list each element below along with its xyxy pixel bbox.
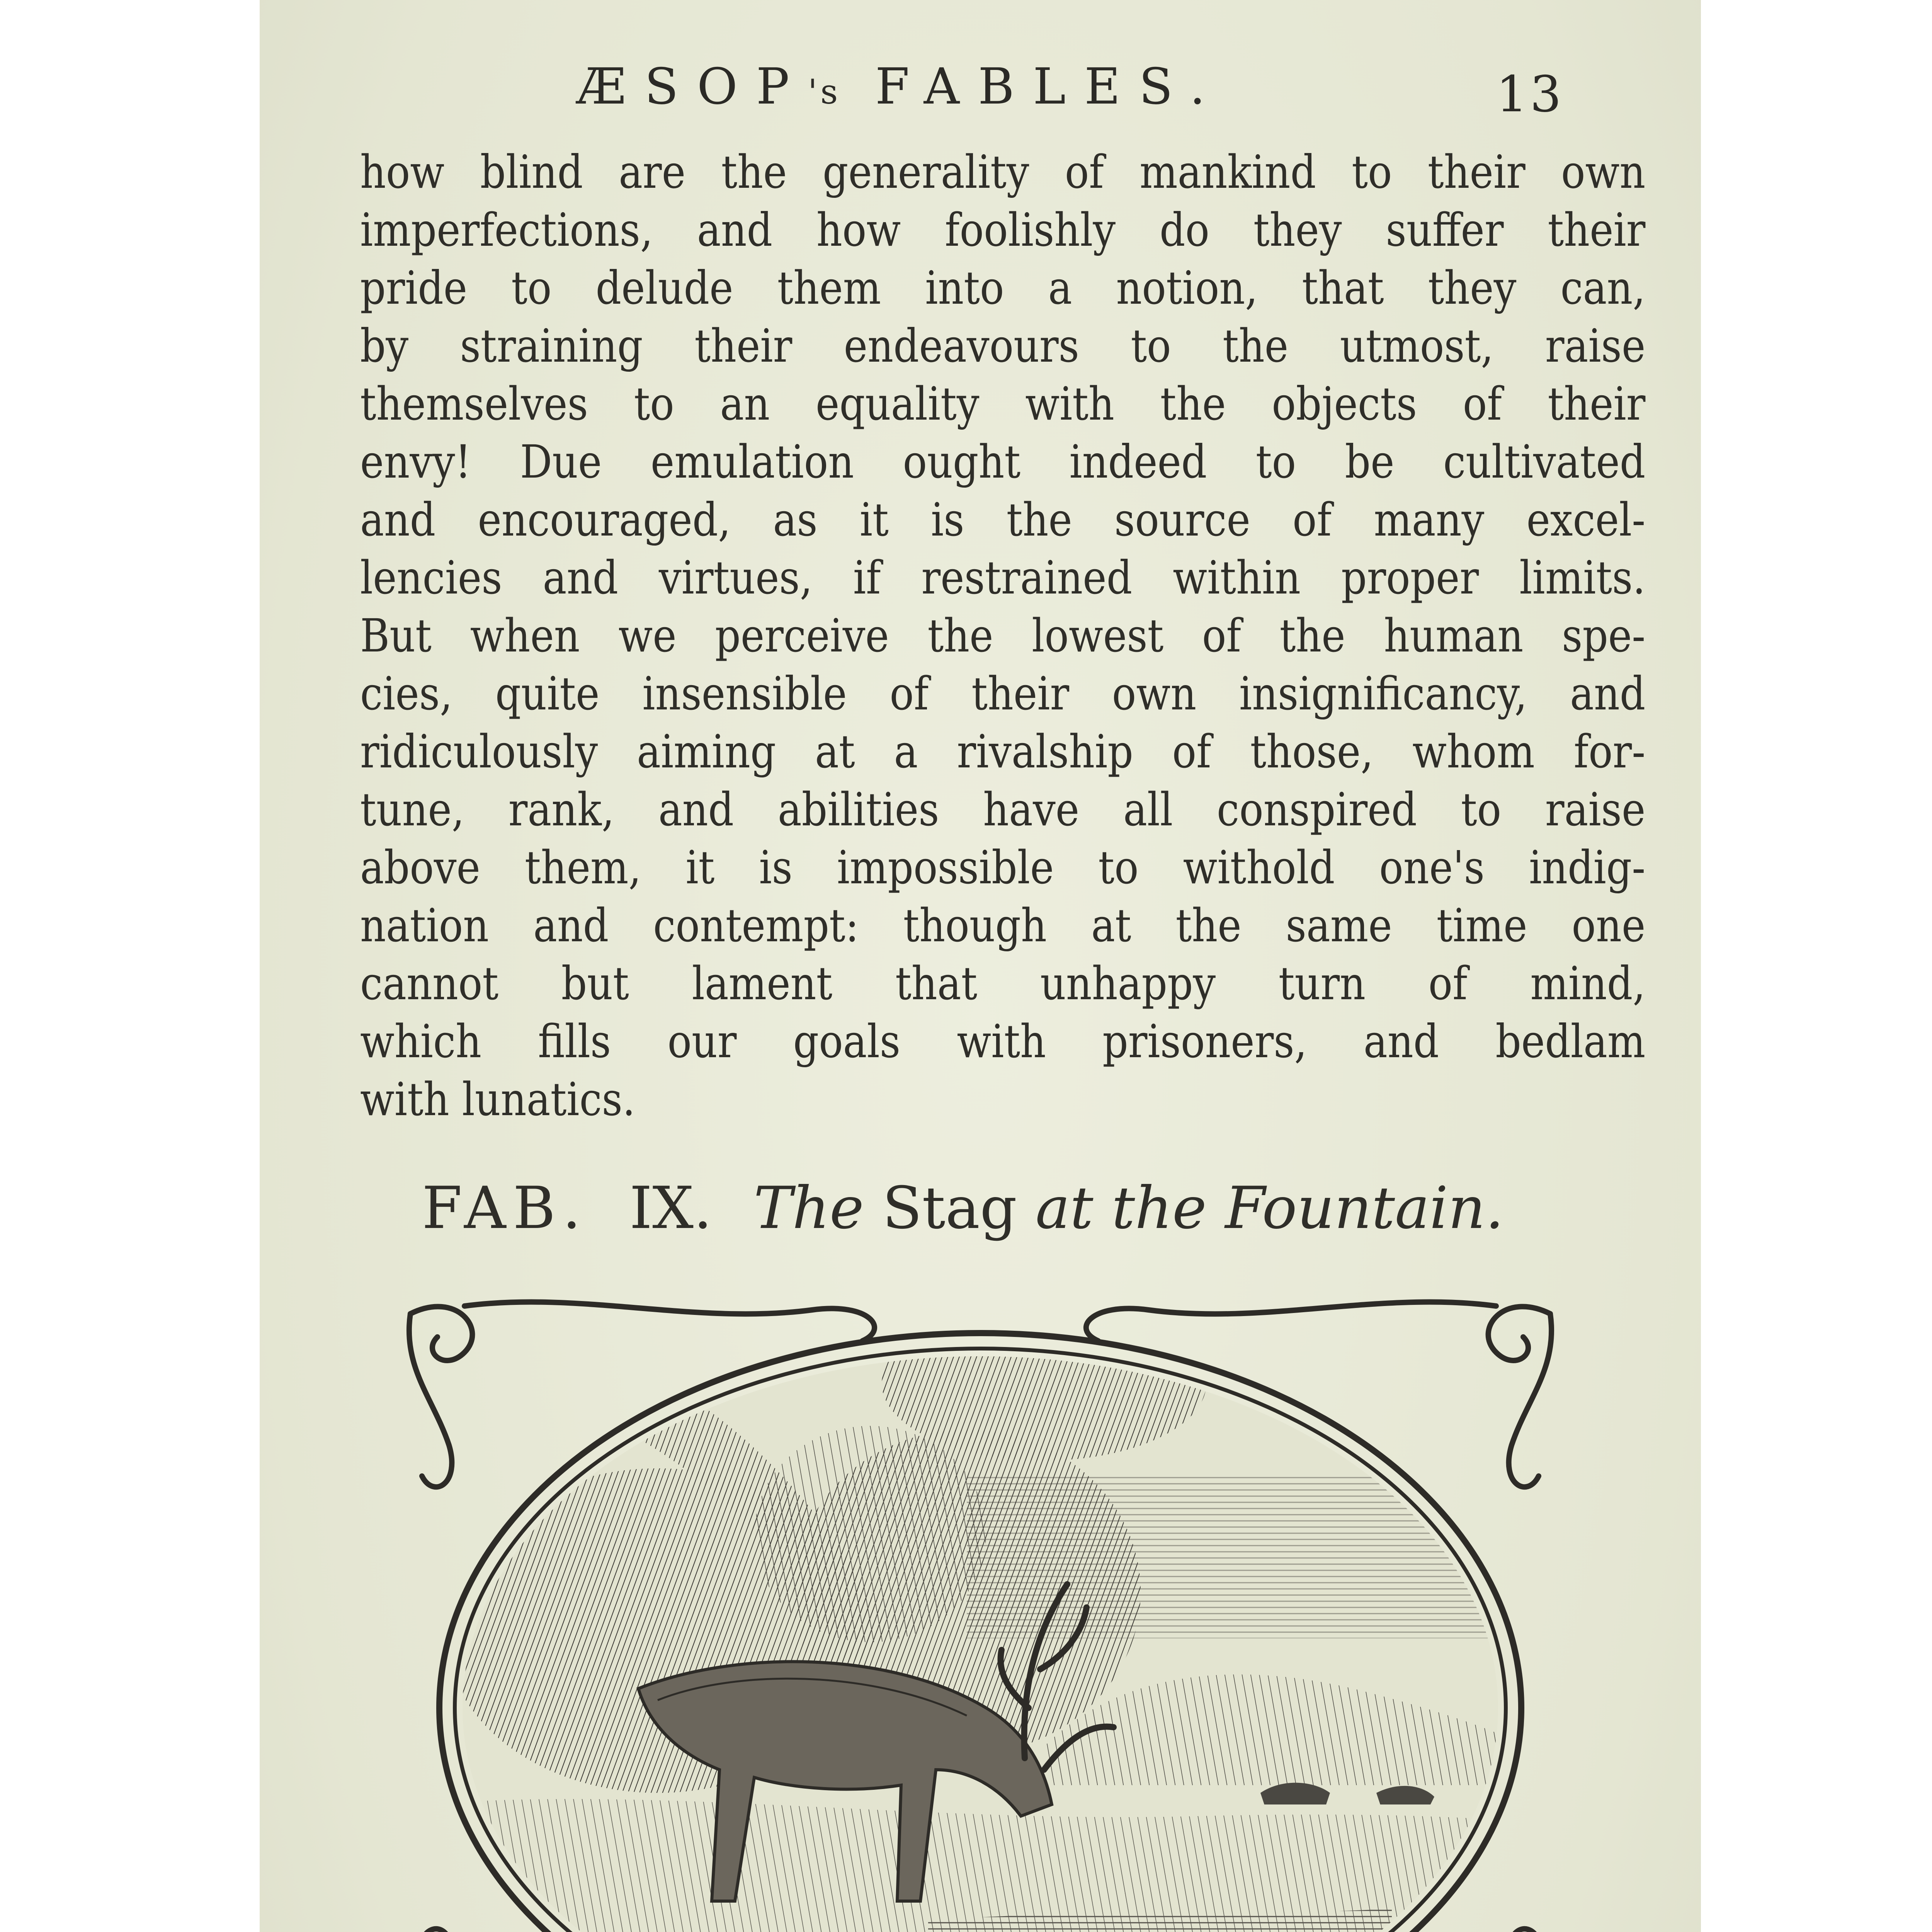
stag-engraving-image (387, 1283, 1573, 1932)
running-head-title (577, 58, 1224, 116)
text-line: cannot but lament that unhappy turn of mind, (360, 957, 1646, 1010)
body-paragraph (360, 143, 1645, 1128)
text-line: and encouraged, as it is the source of many excel- (360, 493, 1646, 546)
text-line: which fills our goals with prisoners, and bedlam (360, 1015, 1646, 1068)
text-line: pride to delude them into a notion, that they can, (360, 261, 1646, 315)
text-line: cies, quite insensible of their own insignificancy, and (360, 667, 1646, 720)
text-line: envy! Due emulation ought indeed to be cultivated (360, 435, 1646, 488)
head-title-small: 's (808, 72, 841, 112)
text-line: by straining their endeavours to the utmost, raise (360, 319, 1646, 372)
text-line: above them, it is impossible to withold one's indig- (360, 841, 1646, 894)
text-line: themselves to an equality with the objects of their (360, 377, 1646, 430)
woodcut-illustration (387, 1283, 1573, 1932)
fable-number: IX. (629, 1175, 712, 1242)
text-line: tune, rank, and abilities have all conspired to raise (360, 783, 1646, 836)
page-number: 13 (1496, 66, 1564, 123)
text-line: with lunatics. (360, 1073, 635, 1126)
text-line: how blind are the generality of mankind to their own (360, 145, 1646, 199)
fable-title-post: at the Fountain. (1035, 1175, 1504, 1242)
fable-heading (422, 1175, 1504, 1242)
text-line: But when we perceive the lowest of the human spe- (360, 609, 1646, 662)
fable-label: FAB. (422, 1175, 588, 1242)
head-title-main: ÆSOP (577, 58, 808, 116)
text-line: imperfections, and how foolishly do they suffer their (360, 203, 1646, 257)
head-title-end: FABLES. (875, 58, 1224, 116)
fable-title-mid: Stag (882, 1175, 1017, 1242)
running-head (260, 58, 1701, 123)
text-line: lencies and virtues, if restrained within proper limits. (360, 551, 1646, 604)
book-page (260, 0, 1701, 1932)
fable-title-pre: The (753, 1175, 864, 1242)
text-line: nation and contempt: though at the same time one (360, 899, 1646, 952)
text-line: ridiculously aiming at a rivalship of those, whom for- (360, 725, 1646, 778)
